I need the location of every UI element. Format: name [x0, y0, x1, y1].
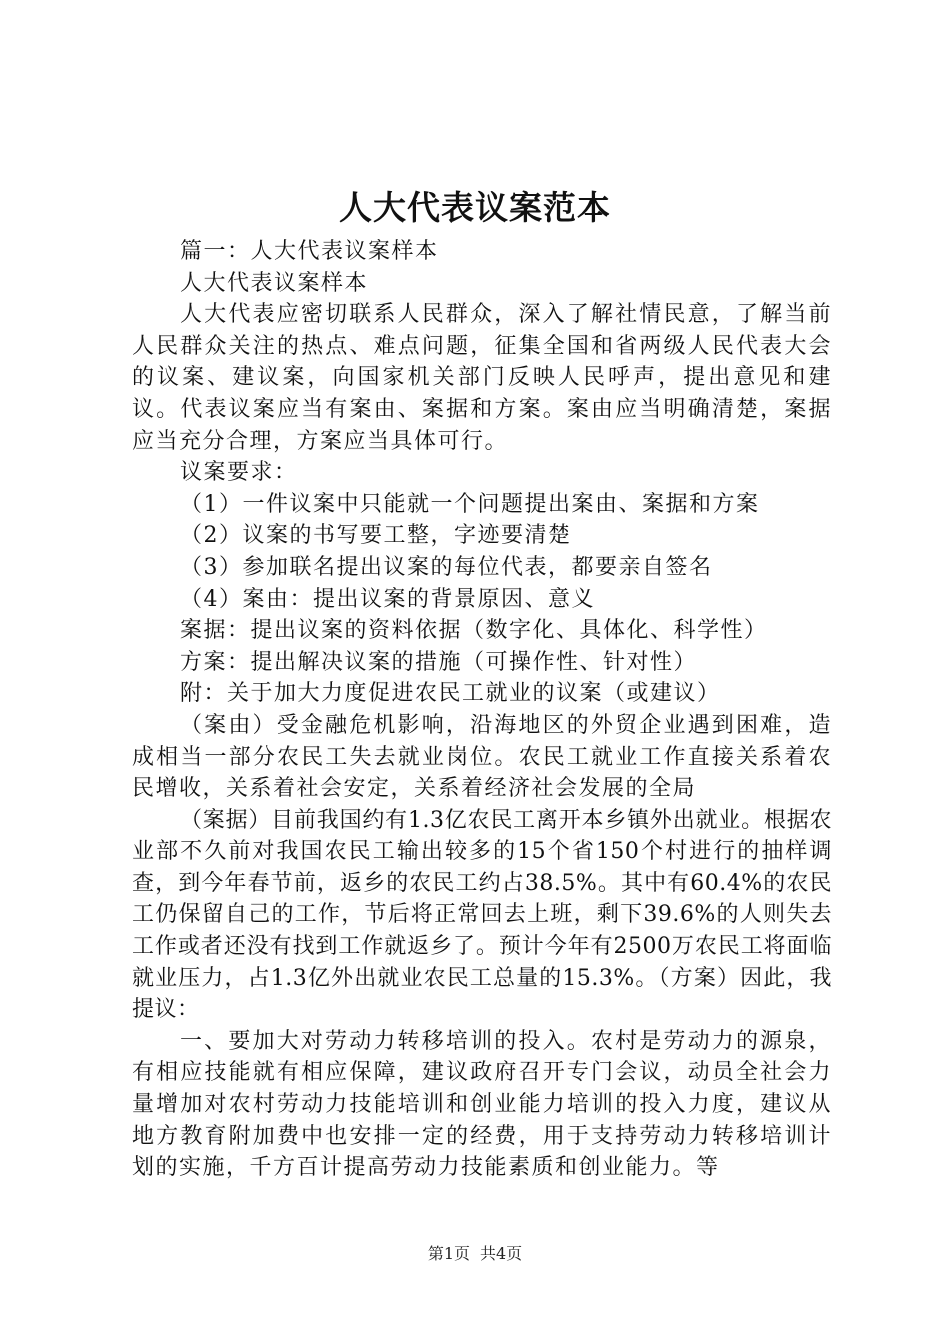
paragraph-basis: 案据：提出议案的资料依据（数字化、具体化、科学性） [180, 618, 768, 644]
page-footer [0, 1243, 950, 1265]
page-number: 第1页 [427, 1244, 470, 1263]
paragraph-case-reason: （案由）受金融危机影响，沿海地区的外贸企业遇到困难，造成相当一部分农民工失去就业岗位。农民工就业工作直接关系着农民增收，关系着社会安定，关系着经济社会发展的全局 [132, 712, 832, 802]
paragraph-intro: 人大代表应密切联系人民群众，深入了解社情民意，了解当前人民群众关注的热点、难点问题，征集全国和省两级人民代表大会的议案、建议案，向国家机关部门反映人民呼声，提出意见和建议。代表议案应当有案由、案据和方案。案由应当明确清楚，案据应当充分合理，方案应当具体可行。 [132, 302, 832, 454]
paragraph-case-basis: （案据）目前我国约有1.3亿农民工离开本乡镇外出就业。根据农业部不久前对我国农民工输出较多的15个省150个村进行的抽样调查，到今年春节前，返乡的农民工约占38.5%。其中有60.4%的农民工仍保留自己的工作，节后将正常回去上班，剩下39.6%的人则失去工作或者还没有找到工作就返乡了。预计今年有2500万农民工将面临就业压力，占1.3亿外出就业农民工总量的15.3%。（方案）因此，我提议： [132, 807, 832, 1023]
paragraph-requirement-4: （4）案由：提出议案的背景原因、意义 [180, 586, 595, 612]
page-total: 共4页 [480, 1244, 523, 1263]
paragraph-proposal-1: 一、要加大对劳动力转移培训的投入。农村是劳动力的源泉，有相应技能就有相应保障，建议政府召开专门会议，动员全社会力量增加对农村劳动力技能培训和创业能力培训的投入力度，建议从地方教育附加费中也安排一定的经费，用于支持劳动力转移培训计划的实施，千方百计提高劳动力技能素质和创业能力。等 [132, 1028, 832, 1181]
paragraph-plan: 方案：提出解决议案的措施（可操作性、针对性） [180, 649, 698, 675]
paragraph-requirement-1: （1）一件议案中只能就一个问题提出案由、案据和方案 [180, 491, 760, 517]
paragraph-subtitle: 人大代表议案样本 [180, 270, 369, 296]
paragraph-requirement-2: （2）议案的书写要工整，字迹要清楚 [180, 523, 572, 549]
paragraph-requirement-3: （3）参加联名提出议案的每位代表，都要亲自签名 [180, 554, 713, 580]
paragraph-appendix: 附：关于加大力度促进农民工就业的议案（或建议） [180, 681, 721, 707]
paragraph-section-heading: 篇一：人大代表议案样本 [180, 239, 439, 264]
paragraph-requirements-heading: 议案要求： [180, 460, 298, 486]
document-title: 人大代表议案范本 [339, 188, 611, 227]
document-body [132, 236, 832, 1184]
